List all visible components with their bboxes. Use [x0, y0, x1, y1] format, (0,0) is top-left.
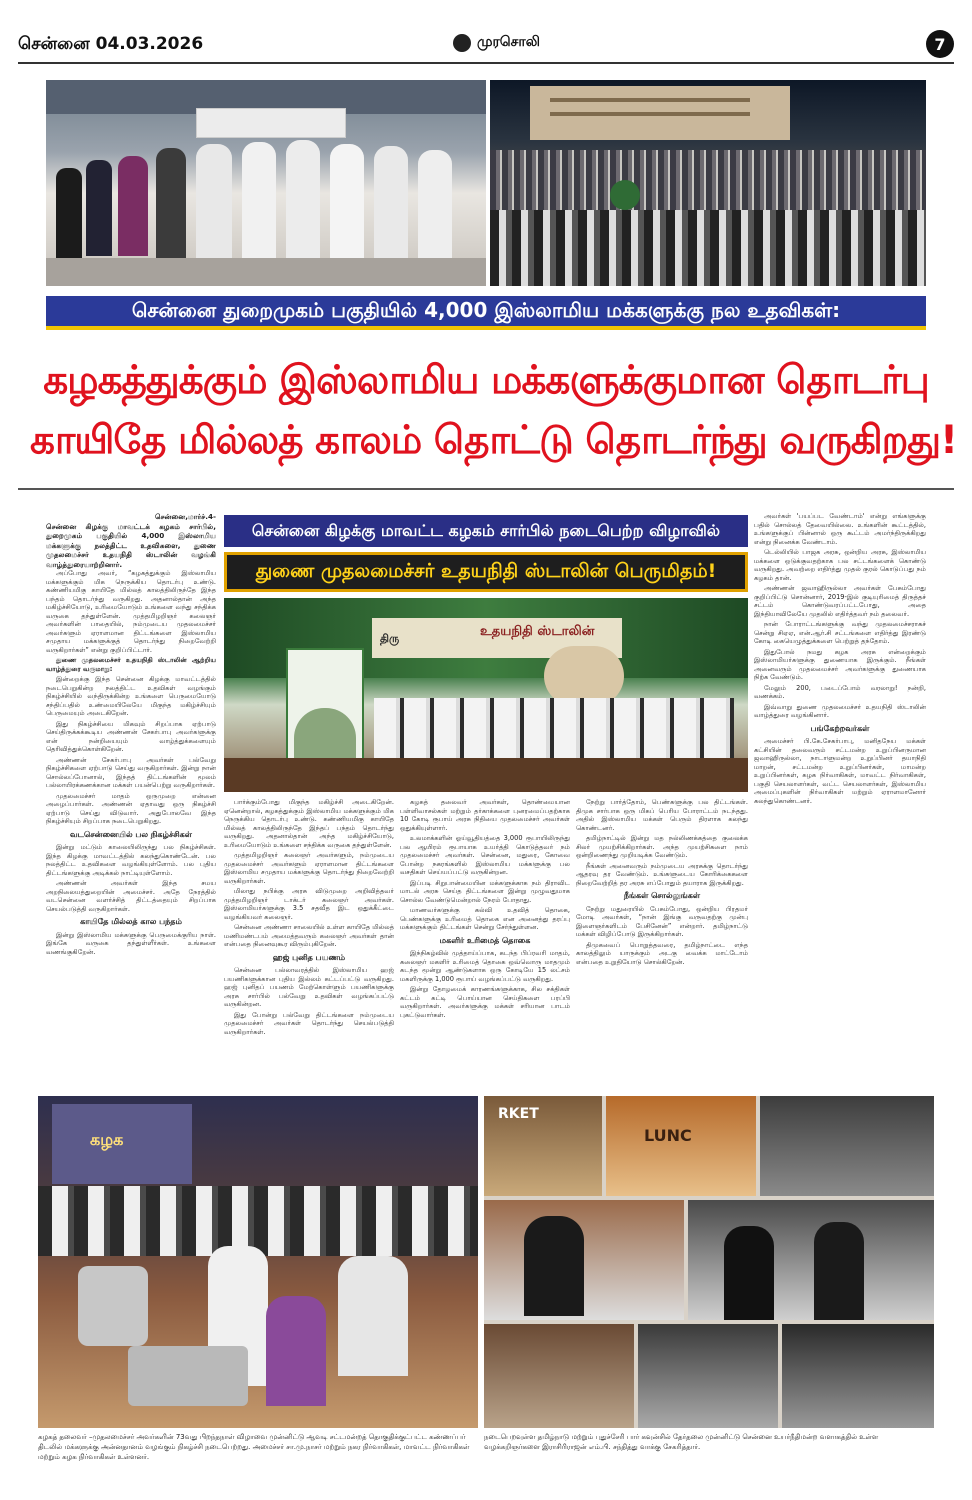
paragraph: முத்தமிழறிஞர் கலைஞர் அவர்களும், நம்முடைய முதலமைச்சர் அவர்களும் ஏராளமான திட்டங்களை இஸ்லாமிய சமுதாய மக்களுக்கு தொடர்ந்து நிறைவேற்றி வருகிறார்கள்.	[224, 851, 394, 885]
caption-right: நடைபெறவுள்ள தமிழ்நாடு மற்றும் புதுச்சேரி பார் கவுன்சில் தேர்தலை முன்னிட்டு சென்னை உயர்நீதிமன்ற வளாகத்தில் உள்ள வழக்கறிஞர்களை இராசிரிராஜன் எம்.பி. சந்தித்து வாக்கு சேகரித்தார்.	[484, 1433, 879, 1451]
paragraph: நீங்கள் அனைவரும் நம்முடைய அரசுக்கு தொடர்ந்து ஆதரவு தர வேண்டும். உங்களுடைய கோரிக்கைகளை நிறைவேற்றித் தர அரசு எப்போதும் தயாராக இருக்கிறது.	[576, 861, 748, 887]
page-header	[18, 30, 954, 60]
paragraph: இவ்வாறு துணை முதலமைச்சர் உதயநிதி ஸ்டாலின் வாழ்த்துரை வழங்கினார்.	[754, 702, 926, 719]
paragraph: அமைச்சர் பி.கே.சேகர்பாபு, மனிதநேய மக்கள் கட்சியின் தலைவரும் சட்டமன்ற உறுப்பினருமான ஜவாஹிருல்லா, நாடாளுமன்ற உறுப்பினர் தயாநிதி மாறன், சட்டமன்ற உறுப்பினர்கள், மாமன்ற உறுப்பினர்கள், கழக நிர்வாகிகள், மாவட்ட நிர்வாகிகள், பகுதி செயலாளர்கள், வட்ட செயலாளர்கள், இஸ்லாமிய அமைப்புகளின் நிர்வாகிகள் மற்றும் ஏராளமானோர் கலந்துகொண்டனர்.	[754, 737, 926, 805]
paragraph: மேலும் 200, படைப்போம் வரலாறு! நன்றி, வணக்கம்.	[754, 683, 926, 700]
paragraph: துணை முதலமைச்சர் உதயநிதி ஸ்டாலின் ஆற்றிய வாழ்த்துரை வருமாறு:	[46, 656, 216, 673]
paragraph: தமிழ்நாட்டில் இன்று மத நல்லிணக்கத்தை குலைக்க சிலர் முயற்சிக்கிறார்கள். அந்த முயற்சிகளை நாம் ஒன்றிணைந்து முறியடிக்க வேண்டும்.	[576, 834, 748, 859]
photo-food-distribution	[38, 1096, 478, 1428]
paragraph: டெல்லியில் பாஜக அரசு, ஒன்றிய அரசு, இஸ்லாமிய மக்களை ஒடுக்குவதற்காக பல சட்டங்களைக் கொண்டு வருகிறது. அவற்றை எதிர்த்து முதல் குரல் கொடுப்பது நம் கழகம் தான்.	[754, 548, 926, 582]
paragraph: இது நிகழ்ச்சியை மிகவும் சிறப்பாக ஏற்பாடு செய்திருக்கக்கூடிய அண்ணன் சேகர்பாபு அவர்களுக்கு என் நன்றியையும் வாழ்த்துக்களையும் தெரிவித்துக்கொள்கிறேன்.	[46, 719, 216, 753]
paragraph: சென்னை அண்ணா சாலையில் உள்ள காயிதே மில்லத் மணிமண்டபம் அமைத்தவரும் கலைஞர் அவர்கள் தான் என்பதை நினைவுகூர விரும்புகிறேன்.	[224, 923, 394, 948]
paragraph: முதலமைச்சர் மாதம் ஒருமுறை என்னை அழைப்பார்கள். அண்ணன் ஏதாவது ஒரு நிகழ்ச்சி ஏற்பாடு செய்து விடுவார். அதுபோலவே இந்த நிகழ்ச்சியும் சிறப்பாக நடைபெறுகிறது.	[46, 791, 216, 825]
paragraph: இன்று மட்டும் காலையிலிருந்து பல நிகழ்ச்சிகள். இந்த கிழக்கு மாவட்டத்தில் கலந்துகொண்டேன். பல நலத்திட்ட உதவிகளை வழங்கியுள்ளோம். பல புதிய திட்டங்களுக்கு அடிக்கல் நாட்டியுள்ளோம்.	[46, 843, 216, 877]
emblem-icon	[453, 34, 471, 52]
masthead	[453, 34, 540, 52]
paragraph: இதுபோல் நமது கழக அரசு என்றைக்கும் இஸ்லாமியர்களுக்கு துணையாக இருக்கும். நீங்கள் அனைவரும் முதலமைச்சர் அவர்களுக்கு துணையாக நிற்க வேண்டும்.	[754, 647, 926, 681]
stage-banner-text: உதயநிதி ஸ்டாலின்	[480, 624, 595, 639]
paragraph: இன்று தோழமைக் காரணங்களுக்காக, சில சக்திகள் கட்டம் கட்டி பொய்யான செய்திகளை பரப்பி வருகிறார்கள். அவர்களுக்கு மக்கள் சரியான பாடம் புகட்டுவார்கள்.	[400, 985, 570, 1019]
paragraph: நேற்று மதுரையில் பேசும்போது, ஒன்றிய பிரதமர் மோடி அவர்கள், “நான் இங்கு வருவதற்கு முன்பு இளைஞர்களிடம் பேசினேன்” என்றார். தமிழ்நாட்டு மக்கள் விழிப்போடு இருக்கிறார்கள்.	[576, 904, 748, 938]
paragraph: நான் போராட்டங்களுக்கு வந்து முதலமைச்சராகச் சென்று சிஏஏ, என்.ஆர்.சி சட்டங்களை எதிர்த்து இரண்டு கோடி கையெழுத்துக்களை பெற்றுத் தந்தோம்.	[754, 620, 926, 645]
lunch-sign-text: LUNC	[644, 1126, 692, 1145]
photo-crowd-gathering	[490, 80, 926, 286]
article-column-2	[224, 798, 394, 1084]
photo-stage-event	[224, 598, 748, 792]
paragraph: கழகத் தலைவர் அவர்கள், தொண்மையான பள்ளிவாசல்கள் மற்றும் தர்காக்களை புனரமைப்பதற்காக 10 கோடி ரூபாய் அரசு நிதியை முதலமைச்சர் அவர்கள் ஒதுக்கியுள்ளார்.	[400, 798, 570, 832]
paragraph: இன்றைக்கு இந்த சென்னை கிழக்கு மாவட்டத்தில் நடைபெறுகின்ற நலத்திட்ட உதவிகள் வழங்கும் நிகழ்ச்சியில் வந்திருக்கின்ற உங்களை பெருமையோடு சந்திப்பதில் உண்மையிலேயே மிகுந்த மகிழ்ச்சியும் பெருமையும் அடைகிறேன்.	[46, 675, 216, 717]
article-column-5	[754, 512, 926, 1084]
paragraph: உலமாக்களின் ஓய்வூதியத்தை 3,000 ரூபாயிலிருந்து பல ஆயிரம் ரூபாயாக உயர்த்தி கொடுத்தவர் நம் முதலமைச்சர் அவர்கள். சென்னை, மதுரை, கோவை போன்ற நகரங்களில் இஸ்லாமிய மக்களுக்கு பல வசதிகள் செய்யப்பட்டு வருகின்றன.	[400, 834, 570, 876]
article-intro: சென்னை கிழக்கு மாவட்டக் கழகம் சார்பில், துறைமுகம் பகுதியில் 4,000 இஸ்லாமிய மக்களுக்கு நலத்திட்ட உதவிகளை, துணை முதலமைச்சர் உதயநிதி ஸ்டாலின் வழங்கி வாழ்த்துரையாற்றினார்.	[46, 521, 216, 569]
headline-rule	[18, 488, 954, 490]
paragraph: அண்ணன் ஜவாஹிருல்லா அவர்கள் பேசும்போது குறிப்பிட்டு சொன்னார், 2019-இல் குடியுரிமைத் திருத்தச் சட்டம் கொண்டுவரப்பட்டபோது, அதை இந்தியாவிலேயே முதலில் எதிர்த்தவர் நம் தலைவர்.	[754, 584, 926, 618]
market-sign-text: RKET	[498, 1106, 539, 1122]
subheading: நீங்கள் சொல்லுங்கள்	[623, 891, 701, 900]
paragraph: அண்ணன் சேகர்பாபு அவர்கள் பல்வேறு நிகழ்ச்சிகளை ஏற்பாடு செய்து வருகிறார்கள். இன்று நான் சொல்லப்போனால், இந்தத் திட்டங்களின் மூலம் பல்லாயிரக்கணக்கான மக்கள் பயன்பெற்று வருகிறார்கள்.	[46, 755, 216, 789]
event-banner: சென்னை கிழக்கு மாவட்ட கழகம் சார்பில் நடைபெற்ற விழாவில்	[224, 515, 748, 547]
highlight-banner: துணை முதலமைச்சர் உதயநிதி ஸ்டாலின் பெருமிதம்!	[224, 552, 748, 592]
header-rule	[18, 62, 954, 64]
paper-name: முரசொலி	[477, 34, 540, 50]
subheading: மகளிர் உரிமைத் தொகை	[439, 935, 531, 945]
paragraph: சென்னை பல்லாவரத்தில் இஸ்லாமிய ஹஜ் பயணிகளுக்கான புதிய இல்லம் கட்டப்பட்டு வருகிறது. ஹஜ் புனிதப் பயணம் மேற்கொள்ளும் பயணிகளுக்கு அரசு சார்பில் பல்வேறு உதவிகள் வழங்கப்பட்டு வருகின்றன.	[224, 966, 394, 1008]
paragraph: அவர்கள் 'பயப்பட வேண்டாம்' என்று எங்களுக்கு பதில் சொல்லத் தேவையில்லை. உங்களின் கூட்டத்தில், உங்களுக்குப் பின்னால் ஒரு கூட்டம் அமர்ந்திருக்கிறது என்று நினைக்க வேண்டாம்.	[754, 512, 926, 546]
paragraph: அப்போது அவர், “கழகத்துக்கும் இஸ்லாமிய மக்களுக்கும் மிக நெருக்கிய தொடர்பு உண்டு. கண்ணியமிகு காயிதே மில்லத் காலத்திலிருந்தே இந்த பந்தம் தொடர்ந்து வருகிறது. அதனால்தான் அந்த மகிழ்ச்சியோடு, உரிமையோடும் உங்களை வந்து சந்திக்க வருகை தந்துள்ளேன். முத்தமிழறிஞர் கலைஞர் அவர்களின் பாதையில், நம்முடைய முதலமைச்சர் அவர்களும் ஏராளமான திட்டங்களை இஸ்லாமிய சமுதாய மக்களுக்குத் தொடர்ந்து நிறைவேற்றி வருகிறார்கள்” என்று குறிப்பிட்டார்.	[46, 569, 216, 654]
subheadline-bar: சென்னை துறைமுகம் பகுதியில் 4,000 இஸ்லாமிய மக்களுக்கு நல உதவிகள்:	[46, 296, 926, 330]
caption-left: கழகத் தலைவர் –முதலமைச்சர் அவர்களின் 73வது பிறந்தநாள் விழாவை முன்னிட்டு ஆவடி சட்டமன்றத் தொகுதிக்குட்பட்ட கண்ணப்பர் திடலில் மக்களுக்கு அன்னதானம் வழங்கும் நிகழ்ச்சி நடைபெற்றது. அமைச்சர் சா.மு.நாசர் மற்றும் நகர நிர்வாகிகள், மாவட்ட நிர்வாகிகள் மற்றும் கழக நிர்வாகிகள் உள்ளனர்.	[38, 1433, 470, 1461]
headline-line-1: கழகத்துக்கும் இஸ்லாமிய மக்களுக்குமான தொடர்பு	[43, 358, 929, 403]
article-column-1	[46, 512, 216, 1084]
article-column-3	[400, 798, 570, 1084]
paragraph: இப்படி சிறுபான்மையின மக்களுக்காக நம் திராவிட மாடல் அரசு செய்த திட்டங்களை இன்று முழுவதுமாக சொல்ல வேண்டுமென்றால் நேரம் போதாது.	[400, 878, 570, 904]
stage-word: திரு	[380, 632, 400, 645]
dateline: சென்னை,மார்ச்.4-	[154, 512, 216, 521]
subheading: வடசென்னையில் பல நிகழ்ச்சிகள்	[70, 829, 192, 839]
paragraph: திமுகவைப் பொறுத்தவரை, தமிழ்நாட்டை எந்த காலத்திலும் யாருக்கும் அடகு வைக்க மாட்டோம் என்பதை உறுதியோடு சொல்கிறேன்.	[576, 940, 748, 966]
paragraph: இது போன்று பல்வேறு திட்டங்களை நம்முடைய முதலமைச்சர் அவர்கள் தொடர்ந்து செயல்படுத்தி வருகிறார்கள்.	[224, 1010, 394, 1036]
subheading: காயிதே மில்லத் கால பந்தம்	[80, 917, 182, 926]
paragraph: நேற்று பார்த்தோம், பெண்களுக்கு பல திட்டங்கள். திமுக சார்பாக ஒரு மிகப் பெரிய போராட்டம் நடந்தது. அதில் இஸ்லாமிய மக்கள் பெரும் திரளாக கலந்து கொண்டனர்.	[576, 798, 748, 832]
page-number: 7	[926, 30, 954, 58]
paragraph: அண்ணன் அவர்கள் இந்த சமய அறநிலையத்துறையின் அமைச்சர். அதே நேரத்தில் வடசென்னை வளர்ச்சித் திட்டத்தையும் சிறப்பாக செயல்படுத்தி வருகிறார்கள்.	[46, 879, 216, 913]
paragraph: இன்று இஸ்லாமிய மக்களுக்கு பெருமைக்குரிய நாள். இங்கே வருகை தந்துள்ளீர்கள். உங்களை வணங்குகிறேன்.	[46, 930, 216, 956]
place-date: சென்னை 04.03.2026	[18, 34, 204, 54]
photo-welfare-distribution	[46, 80, 486, 286]
subheading: ஹஜ் புனித பயணம்	[272, 952, 346, 962]
paragraph: மிலாது நபிக்கு அரசு விடுமுறை அறிவித்தவர் முத்தமிழறிஞர் டாக்டர் கலைஞர் அவர்கள். இஸ்லாமியர்களுக்கு 3.5 சதவீத இட ஒதுக்கீட்டை வழங்கியவர் கலைஞர்.	[224, 887, 394, 921]
paragraph: பார்க்கும்போது மிகுந்த மகிழ்ச்சி அடைகிறேன். ஏனென்றால், கழகத்துக்கும் இஸ்லாமிய மக்களுக்கும் மிக நெருக்கிய தொடர்பு உண்டு. கண்ணியமிகு காயிதே மில்லத் காலத்திலிருந்தே இந்தப் பந்தம் தொடர்ந்து வருகிறது. அதனால்தான் அந்த மகிழ்ச்சியோடு, உரிமையோடும் உங்களை சந்திக்க வருகை தந்துள்ளேன்.	[224, 798, 394, 849]
photo-bar-council-visit	[484, 1096, 934, 1428]
article-column-4	[576, 798, 748, 1084]
kazhaga-banner-text: கழக	[90, 1130, 124, 1149]
headline-line-2: காயிதே மில்லத் காலம் தொட்டு தொடர்ந்து வருகிறது!	[30, 418, 957, 463]
subheading: பங்கேற்றவர்கள்	[810, 723, 870, 733]
paragraph: மாணவர்களுக்கு கல்வி உதவித் தொகை, பெண்களுக்கு உரிமைத் தொகை என அனைத்து தரப்பு மக்களுக்கும் திட்டங்கள் சென்று சேர்ந்துள்ளன.	[400, 906, 570, 931]
paragraph: இந்நிகழ்வில் முத்தாய்ப்பாக, கடந்த பிப்ரவரி மாதம், கலைஞர் மகளிர் உரிமைத் தொகை ஒவ்வொரு மாதமும் கடந்த மூன்று ஆண்டுகளாக ஒரு கோடியே 15 லட்சம் மகளிருக்கு 1,000 ரூபாய் வழங்கப்பட்டு வருகிறது.	[400, 949, 570, 983]
